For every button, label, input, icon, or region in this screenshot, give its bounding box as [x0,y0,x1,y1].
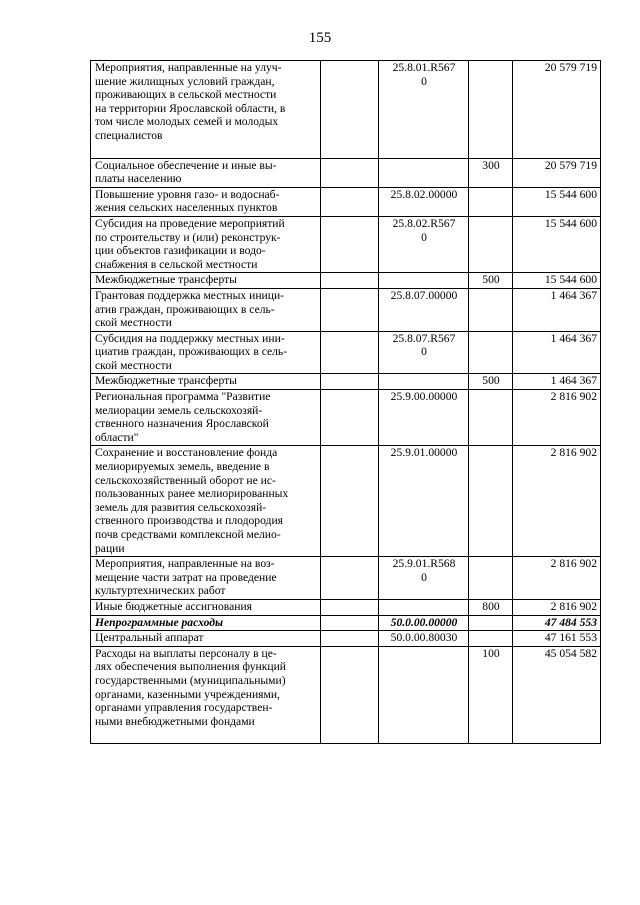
table-row [91,390,601,446]
row-sum: 1 464 367 [513,374,601,390]
row-name: Сохранение и восстановление фонда мелиорируемых земель, введение в сельскохозяйственный оборот не ис- пользованных ранее мелиорированных земель для развития сельскохозяй- ственного производства и плодородия почв средствами комплексной мелио- рации [91,446,321,557]
row-expense-kind [469,557,513,600]
row-expense-kind [469,390,513,446]
row-blank-cell [321,187,379,216]
row-name: Расходы на выплаты персоналу в це- лях обеспечения выполнения функций государственными (муниципальными) органами, казенными учреждениями, органами управления государствен- ными внебюджетными фондами [91,646,321,744]
row-blank-cell [321,216,379,272]
row-name: Субсидия на проведение мероприятий по строительству и (или) реконструк- ции объектов газификации и водо- снабжения в сельской местности [91,216,321,272]
row-name: Региональная программа "Развитие мелиорации земель сельскохозяй- ственного назначения Ярославской области" [91,390,321,446]
table-row [91,374,601,390]
row-sum: 2 816 902 [513,446,601,557]
row-sum: 47 484 553 [513,615,601,631]
row-blank-cell [321,646,379,744]
row-expense-kind: 500 [469,374,513,390]
row-name: Субсидия на поддержку местных ини- циатив граждан, проживающих в сель- ской местности [91,331,321,374]
row-sum: 2 816 902 [513,599,601,615]
row-blank-cell [321,374,379,390]
row-code: 25.8.07.R567 0 [379,331,469,374]
row-code: 25.9.01.R568 0 [379,557,469,600]
row-sum: 2 816 902 [513,557,601,600]
row-expense-kind [469,187,513,216]
table-row [91,446,601,557]
row-expense-kind: 100 [469,646,513,744]
table-row [91,557,601,600]
row-code: 25.9.00.00000 [379,390,469,446]
row-expense-kind [469,216,513,272]
table-row [91,216,601,272]
row-name: Социальное обеспечение и иные вы- платы населению [91,158,321,187]
budget-table-body [91,61,601,744]
row-code [379,374,469,390]
table-row [91,331,601,374]
row-name: Грантовая поддержка местных иници- атив граждан, проживающих в сель- ской местности [91,288,321,331]
row-code: 50.0.00.00000 [379,615,469,631]
row-sum: 2 816 902 [513,390,601,446]
row-code [379,599,469,615]
row-sum: 20 579 719 [513,158,601,187]
row-code: 50.0.00.80030 [379,631,469,647]
row-blank-cell [321,631,379,647]
row-name: Иные бюджетные ассигнования [91,599,321,615]
row-blank-cell [321,446,379,557]
row-name: Непрограммные расходы [91,615,321,631]
row-name: Повышение уровня газо- и водоснаб- жения сельских населенных пунктов [91,187,321,216]
row-code: 25.8.02.00000 [379,187,469,216]
row-name: Мероприятия, направленные на воз- мещение части затрат на проведение культуртехнических работ [91,557,321,600]
table-row [91,158,601,187]
row-sum: 15 544 600 [513,187,601,216]
row-expense-kind [469,61,513,159]
budget-table [90,60,601,744]
row-blank-cell [321,288,379,331]
row-name: Центральный аппарат [91,631,321,647]
row-expense-kind [469,631,513,647]
table-row [91,187,601,216]
row-expense-kind: 500 [469,273,513,289]
row-blank-cell [321,273,379,289]
row-expense-kind [469,331,513,374]
table-row [91,273,601,289]
row-blank-cell [321,61,379,159]
table-row [91,615,601,631]
row-code: 25.9.01.00000 [379,446,469,557]
row-sum: 1 464 367 [513,331,601,374]
row-blank-cell [321,557,379,600]
row-name: Межбюджетные трансферты [91,273,321,289]
row-expense-kind [469,615,513,631]
table-row [91,631,601,647]
row-sum: 15 544 600 [513,216,601,272]
page-number: 155 [308,30,332,46]
row-expense-kind: 800 [469,599,513,615]
row-expense-kind: 300 [469,158,513,187]
row-sum: 15 544 600 [513,273,601,289]
row-code [379,273,469,289]
row-name: Межбюджетные трансферты [91,374,321,390]
row-sum: 45 054 582 [513,646,601,744]
row-expense-kind [469,288,513,331]
table-row [91,61,601,159]
table-row [91,288,601,331]
row-blank-cell [321,615,379,631]
row-expense-kind [469,446,513,557]
row-blank-cell [321,599,379,615]
row-sum: 1 464 367 [513,288,601,331]
row-code [379,158,469,187]
row-code: 25.8.01.R567 0 [379,61,469,159]
table-row [91,599,601,615]
row-sum: 20 579 719 [513,61,601,159]
row-blank-cell [321,331,379,374]
row-name: Мероприятия, направленные на улуч- шение жилищных условий граждан, проживающих в сельской местности на территории Ярославской области, в том числе молодых семей и молодых специалистов [91,61,321,159]
row-code [379,646,469,744]
row-code: 25.8.07.00000 [379,288,469,331]
row-code: 25.8.02.R567 0 [379,216,469,272]
row-blank-cell [321,158,379,187]
table-row [91,646,601,744]
row-sum: 47 161 553 [513,631,601,647]
row-blank-cell [321,390,379,446]
